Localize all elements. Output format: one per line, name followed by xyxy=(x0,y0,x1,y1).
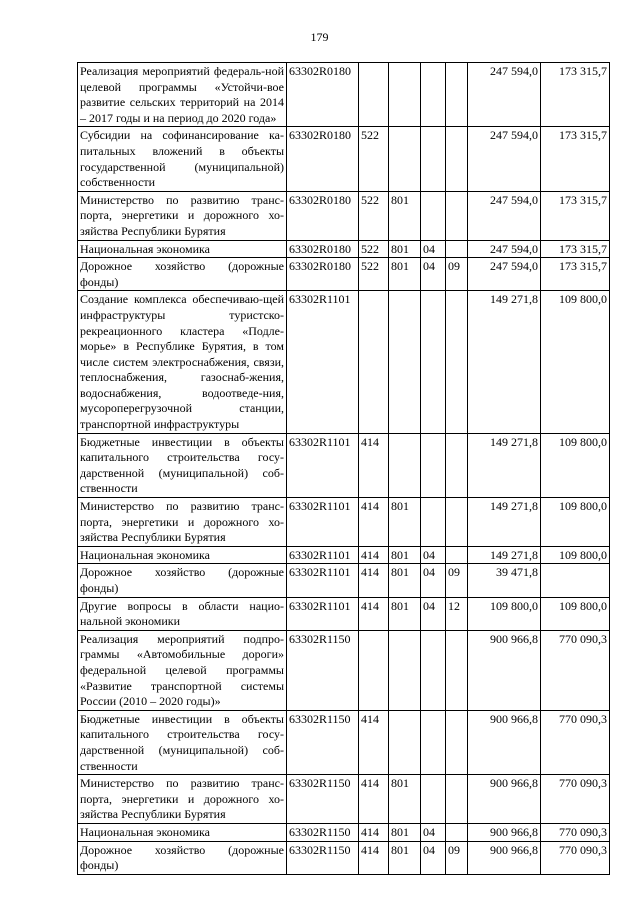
target-article-cell: 63302R1101 xyxy=(287,433,359,497)
expense-type-cell: 522 xyxy=(359,258,389,291)
target-article-cell: 63302R1150 xyxy=(287,823,359,841)
administrator-cell xyxy=(389,291,421,433)
subsection-cell xyxy=(446,546,468,564)
expense-type-cell: 414 xyxy=(359,597,389,630)
amount-2019-cell: 109 800,0 xyxy=(541,433,610,497)
row-name-cell: Национальная экономика xyxy=(78,823,287,841)
subsection-cell xyxy=(446,630,468,710)
subsection-cell xyxy=(446,240,468,258)
amount-2019-cell: 770 090,3 xyxy=(541,823,610,841)
expense-type-cell xyxy=(359,291,389,433)
administrator-cell: 801 xyxy=(389,240,421,258)
table-row xyxy=(78,191,610,240)
table-row xyxy=(78,433,610,497)
section-cell: 04 xyxy=(421,841,446,874)
administrator-cell: 801 xyxy=(389,564,421,597)
target-article-cell: 63302R1150 xyxy=(287,710,359,774)
target-article-cell: 63302R0180 xyxy=(287,127,359,191)
subsection-cell xyxy=(446,710,468,774)
subsection-cell xyxy=(446,498,468,547)
table-row xyxy=(78,710,610,774)
expense-type-cell: 414 xyxy=(359,823,389,841)
target-article-cell: 63302R1101 xyxy=(287,291,359,433)
administrator-cell xyxy=(389,433,421,497)
subsection-cell xyxy=(446,775,468,824)
table-row xyxy=(78,127,610,191)
amount-2019-cell: 770 090,3 xyxy=(541,630,610,710)
amount-2018-cell: 39 471,8 xyxy=(468,564,541,597)
section-cell xyxy=(421,710,446,774)
page-number: 179 xyxy=(310,30,329,44)
target-article-cell: 63302R0180 xyxy=(287,63,359,127)
target-article-cell: 63302R1150 xyxy=(287,630,359,710)
expense-type-cell: 414 xyxy=(359,775,389,824)
subsection-cell: 12 xyxy=(446,597,468,630)
amount-2018-cell: 247 594,0 xyxy=(468,240,541,258)
amount-2018-cell: 149 271,8 xyxy=(468,291,541,433)
row-name-cell: Бюджетные инвестиции в объекты капитального строительства госу-дарственной (муниципальной) соб-ственности xyxy=(78,710,287,774)
amount-2019-cell: 173 315,7 xyxy=(541,258,610,291)
amount-2019-cell: 173 315,7 xyxy=(541,240,610,258)
row-name-cell: Министерство по развитию транс-порта, энергетики и дорожного хо-зяйства Республики Бурятия xyxy=(78,775,287,824)
amount-2018-cell: 900 966,8 xyxy=(468,710,541,774)
amount-2018-cell: 247 594,0 xyxy=(468,63,541,127)
amount-2019-cell: 770 090,3 xyxy=(541,775,610,824)
section-cell: 04 xyxy=(421,597,446,630)
expense-type-cell: 522 xyxy=(359,127,389,191)
table-row xyxy=(78,630,610,710)
table-row xyxy=(78,291,610,433)
row-name-cell: Национальная экономика xyxy=(78,240,287,258)
expense-type-cell: 414 xyxy=(359,841,389,874)
section-cell: 04 xyxy=(421,240,446,258)
amount-2019-cell: 173 315,7 xyxy=(541,63,610,127)
row-name-cell: Реализация мероприятий федераль-ной целевой программы «Устойчи-вое развитие сельских территорий на 2014 – 2017 годы и на период до 2020 года» xyxy=(78,63,287,127)
budget-table-body xyxy=(78,63,610,875)
row-name-cell: Бюджетные инвестиции в объекты капитального строительства госу-дарственной (муниципальной) соб-ственности xyxy=(78,433,287,497)
section-cell xyxy=(421,127,446,191)
amount-2018-cell: 900 966,8 xyxy=(468,823,541,841)
amount-2019-cell: 770 090,3 xyxy=(541,841,610,874)
target-article-cell: 63302R0180 xyxy=(287,191,359,240)
amount-2019-cell: 173 315,7 xyxy=(541,127,610,191)
section-cell xyxy=(421,63,446,127)
row-name-cell: Другие вопросы в области нацио-нальной экономики xyxy=(78,597,287,630)
section-cell xyxy=(421,191,446,240)
row-name-cell: Создание комплекса обеспечиваю-щей инфраструктуры туристско-рекреационного кластера «Подле-морье» в Республике Бурятия, в том числе систем электроснабжения, связи, теплоснабжения, газоснаб-жения, водоснабжения, водоотведе-ния, мусороперегрузочной станции, транспортной инфраструктуры xyxy=(78,291,287,433)
administrator-cell: 801 xyxy=(389,546,421,564)
expense-type-cell: 414 xyxy=(359,498,389,547)
administrator-cell: 801 xyxy=(389,258,421,291)
row-name-cell: Субсидии на софинансирование ка-питальных вложений в объекты государственной (муниципальной) собственности xyxy=(78,127,287,191)
subsection-cell xyxy=(446,433,468,497)
section-cell xyxy=(421,291,446,433)
table-row xyxy=(78,841,610,874)
section-cell: 04 xyxy=(421,258,446,291)
table-row xyxy=(78,564,610,597)
administrator-cell: 801 xyxy=(389,823,421,841)
amount-2019-cell: 109 800,0 xyxy=(541,291,610,433)
amount-2018-cell: 247 594,0 xyxy=(468,191,541,240)
subsection-cell: 09 xyxy=(446,564,468,597)
amount-2019-cell xyxy=(541,564,610,597)
amount-2019-cell: 173 315,7 xyxy=(541,191,610,240)
target-article-cell: 63302R0180 xyxy=(287,240,359,258)
row-name-cell: Национальная экономика xyxy=(78,546,287,564)
section-cell: 04 xyxy=(421,564,446,597)
amount-2019-cell: 109 800,0 xyxy=(541,498,610,547)
administrator-cell: 801 xyxy=(389,841,421,874)
amount-2018-cell: 900 966,8 xyxy=(468,630,541,710)
amount-2018-cell: 149 271,8 xyxy=(468,498,541,547)
subsection-cell xyxy=(446,191,468,240)
target-article-cell: 63302R1101 xyxy=(287,546,359,564)
target-article-cell: 63302R0180 xyxy=(287,258,359,291)
amount-2018-cell: 900 966,8 xyxy=(468,841,541,874)
expense-type-cell: 414 xyxy=(359,546,389,564)
target-article-cell: 63302R1101 xyxy=(287,498,359,547)
section-cell: 04 xyxy=(421,823,446,841)
budget-table xyxy=(77,62,610,875)
subsection-cell: 09 xyxy=(446,258,468,291)
expense-type-cell xyxy=(359,630,389,710)
table-row xyxy=(78,546,610,564)
administrator-cell: 801 xyxy=(389,191,421,240)
subsection-cell xyxy=(446,63,468,127)
expense-type-cell xyxy=(359,63,389,127)
amount-2018-cell: 247 594,0 xyxy=(468,127,541,191)
row-name-cell: Дорожное хозяйство (дорожные фонды) xyxy=(78,258,287,291)
amount-2018-cell: 149 271,8 xyxy=(468,433,541,497)
target-article-cell: 63302R1101 xyxy=(287,564,359,597)
amount-2019-cell: 770 090,3 xyxy=(541,710,610,774)
expense-type-cell: 414 xyxy=(359,710,389,774)
administrator-cell: 801 xyxy=(389,498,421,547)
administrator-cell xyxy=(389,630,421,710)
section-cell: 04 xyxy=(421,546,446,564)
table-row xyxy=(78,63,610,127)
subsection-cell xyxy=(446,291,468,433)
row-name-cell: Министерство по развитию транс-порта, энергетики и дорожного хо-зяйства Республики Бурятия xyxy=(78,191,287,240)
row-name-cell: Дорожное хозяйство (дорожные фонды) xyxy=(78,564,287,597)
administrator-cell: 801 xyxy=(389,775,421,824)
row-name-cell: Министерство по развитию транс-порта, энергетики и дорожного хо-зяйства Республики Бурятия xyxy=(78,498,287,547)
administrator-cell xyxy=(389,710,421,774)
expense-type-cell: 414 xyxy=(359,564,389,597)
table-row xyxy=(78,240,610,258)
section-cell xyxy=(421,775,446,824)
expense-type-cell: 522 xyxy=(359,240,389,258)
amount-2019-cell: 109 800,0 xyxy=(541,546,610,564)
table-row xyxy=(78,258,610,291)
administrator-cell: 801 xyxy=(389,597,421,630)
table-row xyxy=(78,597,610,630)
target-article-cell: 63302R1101 xyxy=(287,597,359,630)
table-row xyxy=(78,823,610,841)
subsection-cell xyxy=(446,127,468,191)
amount-2018-cell: 247 594,0 xyxy=(468,258,541,291)
subsection-cell xyxy=(446,823,468,841)
administrator-cell xyxy=(389,127,421,191)
section-cell xyxy=(421,498,446,547)
amount-2018-cell: 109 800,0 xyxy=(468,597,541,630)
administrator-cell xyxy=(389,63,421,127)
target-article-cell: 63302R1150 xyxy=(287,775,359,824)
section-cell xyxy=(421,433,446,497)
amount-2019-cell: 109 800,0 xyxy=(541,597,610,630)
table-row xyxy=(78,775,610,824)
expense-type-cell: 522 xyxy=(359,191,389,240)
subsection-cell: 09 xyxy=(446,841,468,874)
row-name-cell: Дорожное хозяйство (дорожные фонды) xyxy=(78,841,287,874)
target-article-cell: 63302R1150 xyxy=(287,841,359,874)
amount-2018-cell: 149 271,8 xyxy=(468,546,541,564)
row-name-cell: Реализация мероприятий подпро-граммы «Автомобильные дороги» федеральной целевой программы «Развитие транспортной системы России (2010 – 2020 годы)» xyxy=(78,630,287,710)
table-row xyxy=(78,498,610,547)
expense-type-cell: 414 xyxy=(359,433,389,497)
amount-2018-cell: 900 966,8 xyxy=(468,775,541,824)
section-cell xyxy=(421,630,446,710)
